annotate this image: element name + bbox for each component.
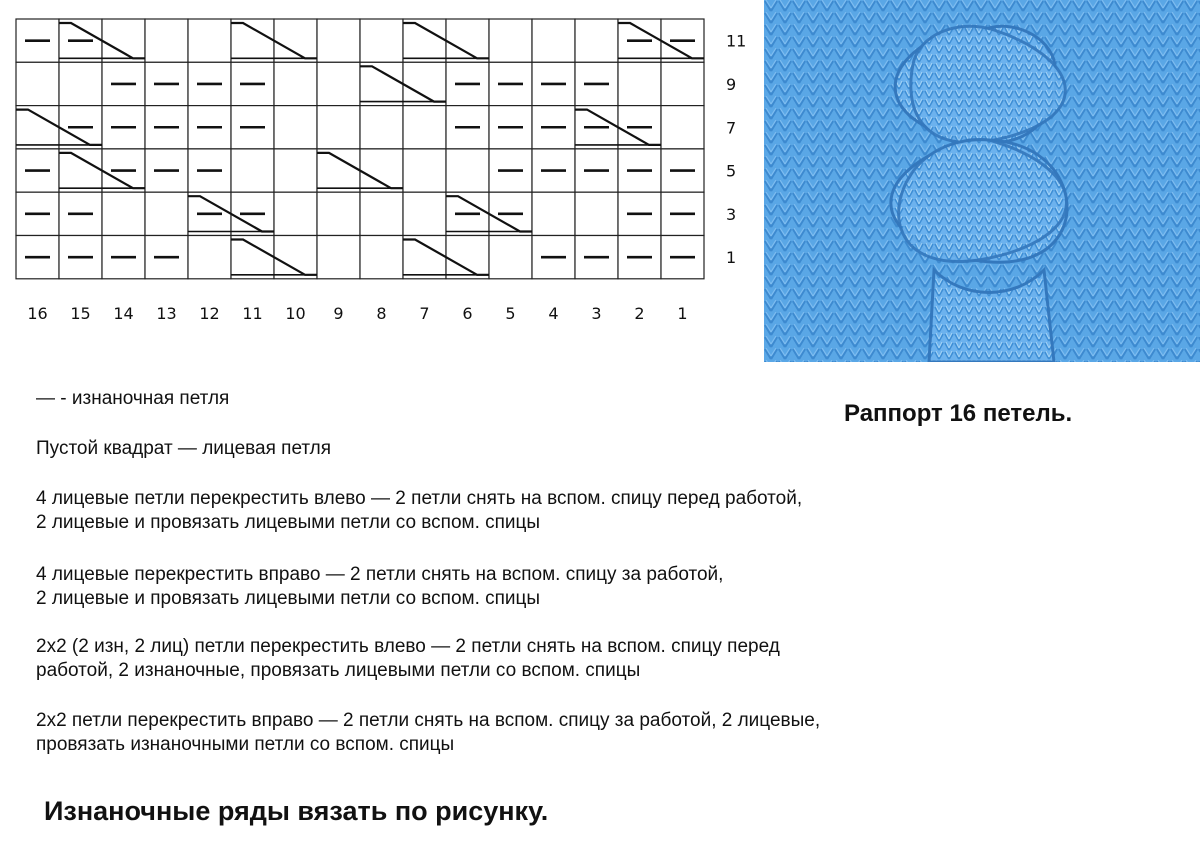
legend-line: работой, 2 изнаночные, провязать лицевыми петли со вспом. спицы (36, 660, 641, 681)
legend-line: 4 лицевые перекрестить вправо — 2 петли снять на вспом. спицу за работой, (36, 564, 724, 585)
chart-cell (403, 149, 446, 192)
chart-cell (360, 149, 403, 192)
row-label: 9 (726, 74, 737, 94)
knitted-sample-photo (764, 0, 1200, 362)
chart-cell (231, 19, 274, 62)
chart-cell (446, 19, 489, 62)
chart-cell (59, 149, 102, 192)
knitting-chart (0, 0, 760, 330)
footer-note: Изнаночные ряды вязать по рисунку. (44, 796, 549, 826)
column-label: 13 (156, 303, 177, 323)
chart-cell (489, 236, 532, 279)
chart-cell (661, 106, 704, 149)
chart-cell (403, 192, 446, 235)
legend-line: провязать изнаночными петли со вспом. спицы (36, 734, 455, 755)
chart-cell (274, 19, 317, 62)
chart-cell (317, 19, 360, 62)
chart-cell (360, 106, 403, 149)
row-label: 1 (726, 248, 737, 268)
chart-cell (403, 106, 446, 149)
legend-line: 2 лицевые и провязать лицевыми петли со вспом. спицы (36, 588, 541, 609)
chart-cell (532, 192, 575, 235)
legend-line: 2х2 петли перекрестить вправо — 2 петли снять на вспом. спицу за работой, 2 лицевые, (36, 710, 821, 731)
repeat-note: Раппорт 16 петель. (844, 400, 1073, 427)
column-label: 15 (70, 303, 91, 323)
chart-cell (16, 62, 59, 105)
chart-cell (532, 19, 575, 62)
column-label: 11 (242, 303, 263, 323)
chart-cell (317, 106, 360, 149)
legend-cross-left-4 (36, 487, 1086, 535)
chart-cell (403, 236, 446, 279)
column-label: 3 (591, 303, 602, 323)
chart-cell (274, 106, 317, 149)
column-label: 2 (634, 303, 645, 323)
column-label: 8 (376, 303, 387, 323)
chart-cell (231, 149, 274, 192)
legend-knit: Пустой квадрат — лицевая петля (36, 438, 332, 459)
chart-cell (274, 62, 317, 105)
chart-cell (188, 19, 231, 62)
column-label: 10 (285, 303, 306, 323)
legend-cross-left-2x2 (36, 635, 1086, 683)
column-label: 7 (419, 303, 430, 323)
column-label: 16 (27, 303, 48, 323)
column-label: 14 (113, 303, 134, 323)
chart-cell (446, 149, 489, 192)
column-label: 6 (462, 303, 473, 323)
legend-cross-right-4 (36, 563, 1086, 611)
chart-cell (575, 192, 618, 235)
chart-cell (274, 236, 317, 279)
legend-line: 4 лицевые петли перекрестить влево — 2 петли снять на вспом. спицу перед работой, (36, 488, 803, 509)
legend-line: 2х2 (2 изн, 2 лиц) петли перекрестить влево — 2 петли снять на вспом. спицу перед (36, 636, 780, 657)
row-label: 11 (726, 31, 747, 51)
chart-cell (274, 192, 317, 235)
chart-cell (274, 149, 317, 192)
chart-cell (188, 236, 231, 279)
column-label: 12 (199, 303, 220, 323)
chart-cell (575, 19, 618, 62)
chart-cell (618, 62, 661, 105)
chart-cell (317, 236, 360, 279)
chart-cell (360, 192, 403, 235)
chart-cell (102, 192, 145, 235)
chart-cell (446, 236, 489, 279)
row-label: 5 (726, 161, 737, 181)
chart-cell (317, 192, 360, 235)
row-label: 7 (726, 118, 737, 138)
chart-cell (403, 19, 446, 62)
chart-cell (16, 106, 59, 149)
column-label: 4 (548, 303, 559, 323)
chart-cell (489, 19, 532, 62)
column-label: 5 (505, 303, 516, 323)
legend-line: 2 лицевые и провязать лицевыми петли со вспом. спицы (36, 512, 541, 533)
chart-cell (661, 62, 704, 105)
chart-cell (317, 149, 360, 192)
chart-cell (59, 62, 102, 105)
chart-cell (360, 62, 403, 105)
column-label: 1 (677, 303, 688, 323)
legend-purl: — - изнаночная петля (36, 388, 230, 409)
chart-cell (102, 19, 145, 62)
chart-cell (145, 19, 188, 62)
chart-cell (403, 62, 446, 105)
chart-cell (317, 62, 360, 105)
chart-cell (231, 236, 274, 279)
column-label: 9 (333, 303, 344, 323)
chart-cell (360, 236, 403, 279)
legend-cross-right-2x2 (36, 709, 1086, 757)
chart-cell (145, 192, 188, 235)
row-label: 3 (726, 204, 737, 224)
chart-cell (360, 19, 403, 62)
